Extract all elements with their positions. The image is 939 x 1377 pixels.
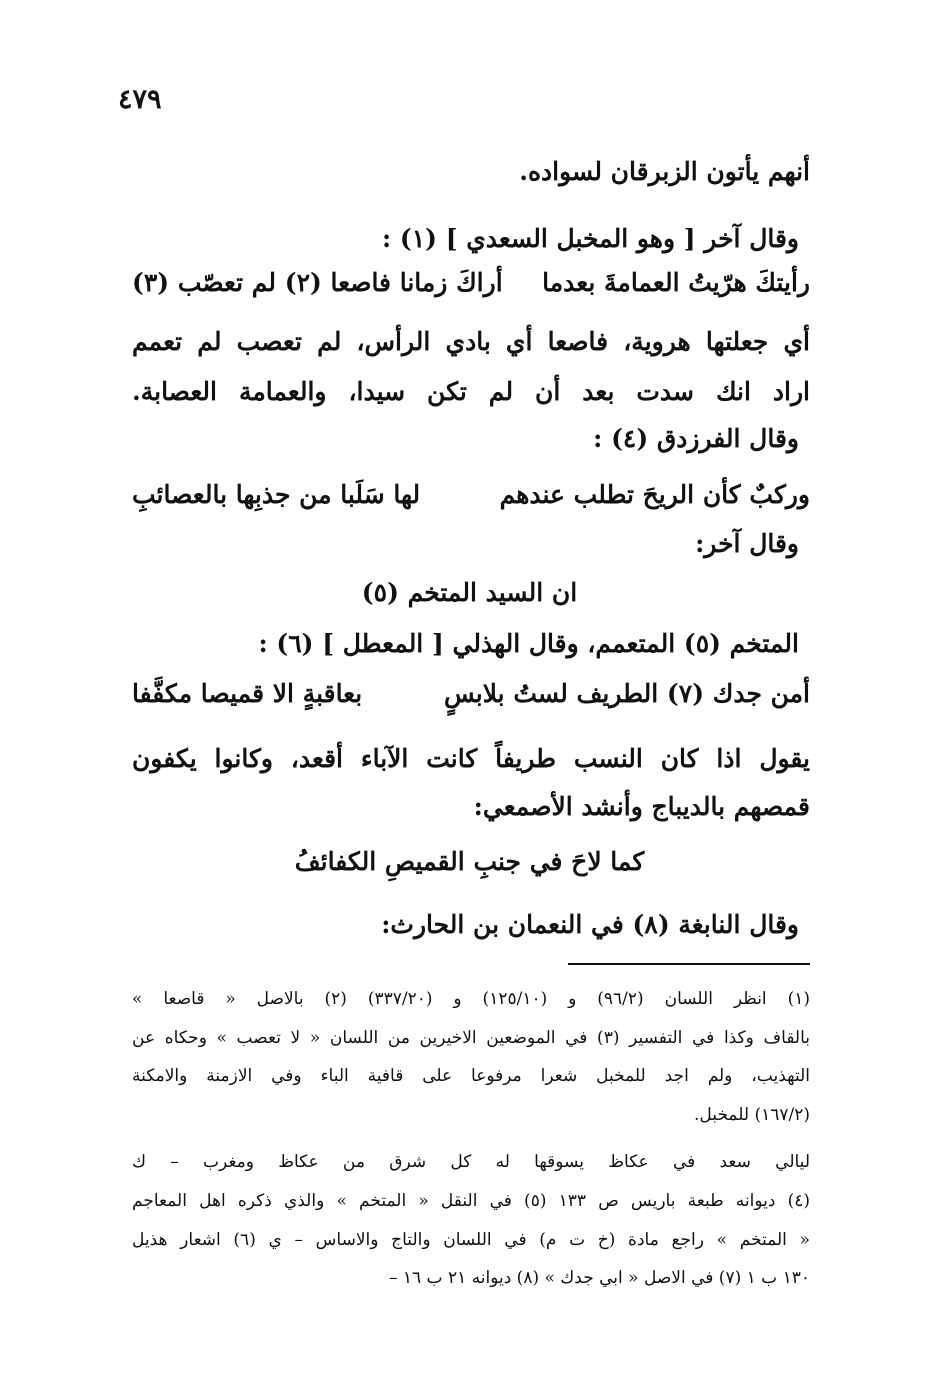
verse-hemistich: رأيتكَ هرّيتُ العمامةَ بعدما (542, 268, 810, 297)
footnote-line: ١٣٠ ب ١ (٧) في الاصل « ابي جدك » (٨) ديوانه ٢١ ب ١٦ – (388, 1268, 810, 1288)
footnote-line: (١) انظر اللسان (٩٦/٢) و (١٢٥/١٠) و (٣٣٧/٢٠) (٢) بالاصل « قاصعا » (132, 989, 810, 1009)
verse-hemistich: وركبٌ كأن الريحَ تطلب عندهم (499, 480, 810, 509)
text-line: ان السيد المتخم (٥) (361, 578, 578, 607)
verse-hemistich: أمن جدك (٧) الطريف لستُ بلابسٍ (443, 679, 810, 708)
text-line: أنهم يأتون الزبرقان لسواده. (519, 157, 810, 186)
text-line: قمصهم بالديباج وأنشد الأصمعي: (473, 792, 810, 821)
verse-hemistich: بعاقبةٍ الا قميصا مكفَّفا (132, 679, 363, 708)
verse-line (132, 677, 810, 711)
text-line: وقال الفرزدق (٤) : (593, 424, 799, 453)
footnote-line: « المتخم » راجع مادة (خ ت م) في اللسان والتاج والاساس – ي (٦) اشعار هذيل (132, 1230, 810, 1250)
verse-line (132, 266, 810, 300)
footnote-line: التهذيب، ولم اجد للمخبل شعرا مرفوعا على قافية الباء وفي الازمنة والامكنة (132, 1066, 810, 1086)
verse-hemistich: أراكَ زمانا فاصعا (٢) لم تعصّب (٣) (132, 268, 503, 297)
footnote-line: (١٦٧/٢) للمخبل. (694, 1105, 810, 1125)
footnote-line: ليالي سعد في عكاظ يسوقها له كل شرق من عكاظ ومغرب – ك (132, 1152, 810, 1172)
text-line: أي جعلتها هروية، فاصعا أي بادي الرأس، لم تعصب لم تعمم (132, 327, 810, 356)
text-line: كما لاحَ في جنبِ القميصِ الكفائفُ (294, 847, 645, 876)
text-line: المتخم (٥) المتعمم، وقال الهذلي [ المعطل ] (٦) : (258, 629, 799, 658)
verse-hemistich: لها سَلَبا من جذبِها بالعصائبِ (132, 480, 421, 509)
text-line: اراد انك سدت بعد أن لم تكن سيدا، والعمامة العصابة. (132, 377, 810, 406)
footnote-line: بالقاف وكذا في التفسير (٣) في الموضعين الاخيرين من اللسان « لا تعصب » وحكاه عن (132, 1028, 811, 1048)
text-line: وقال آخر: (695, 529, 799, 558)
text-line: يقول اذا كان النسب طريفاً كانت الآباء أقعد، وكانوا يكفون (132, 744, 810, 773)
text-line: وقال النابغة (٨) في النعمان بن الحارث: (381, 910, 799, 939)
text-line: وقال آخر [ وهو المخبل السعدي ] (١) : (381, 224, 799, 253)
page-number: ٤٧٩ (118, 84, 162, 115)
verse-line (132, 478, 810, 512)
footnote-divider (568, 963, 810, 965)
footnote-line: (٤) ديوانه طبعة باريس ص ١٣٣ (٥) في النقل « المتخم » والذي ذكره اهل المعاجم (132, 1191, 811, 1211)
